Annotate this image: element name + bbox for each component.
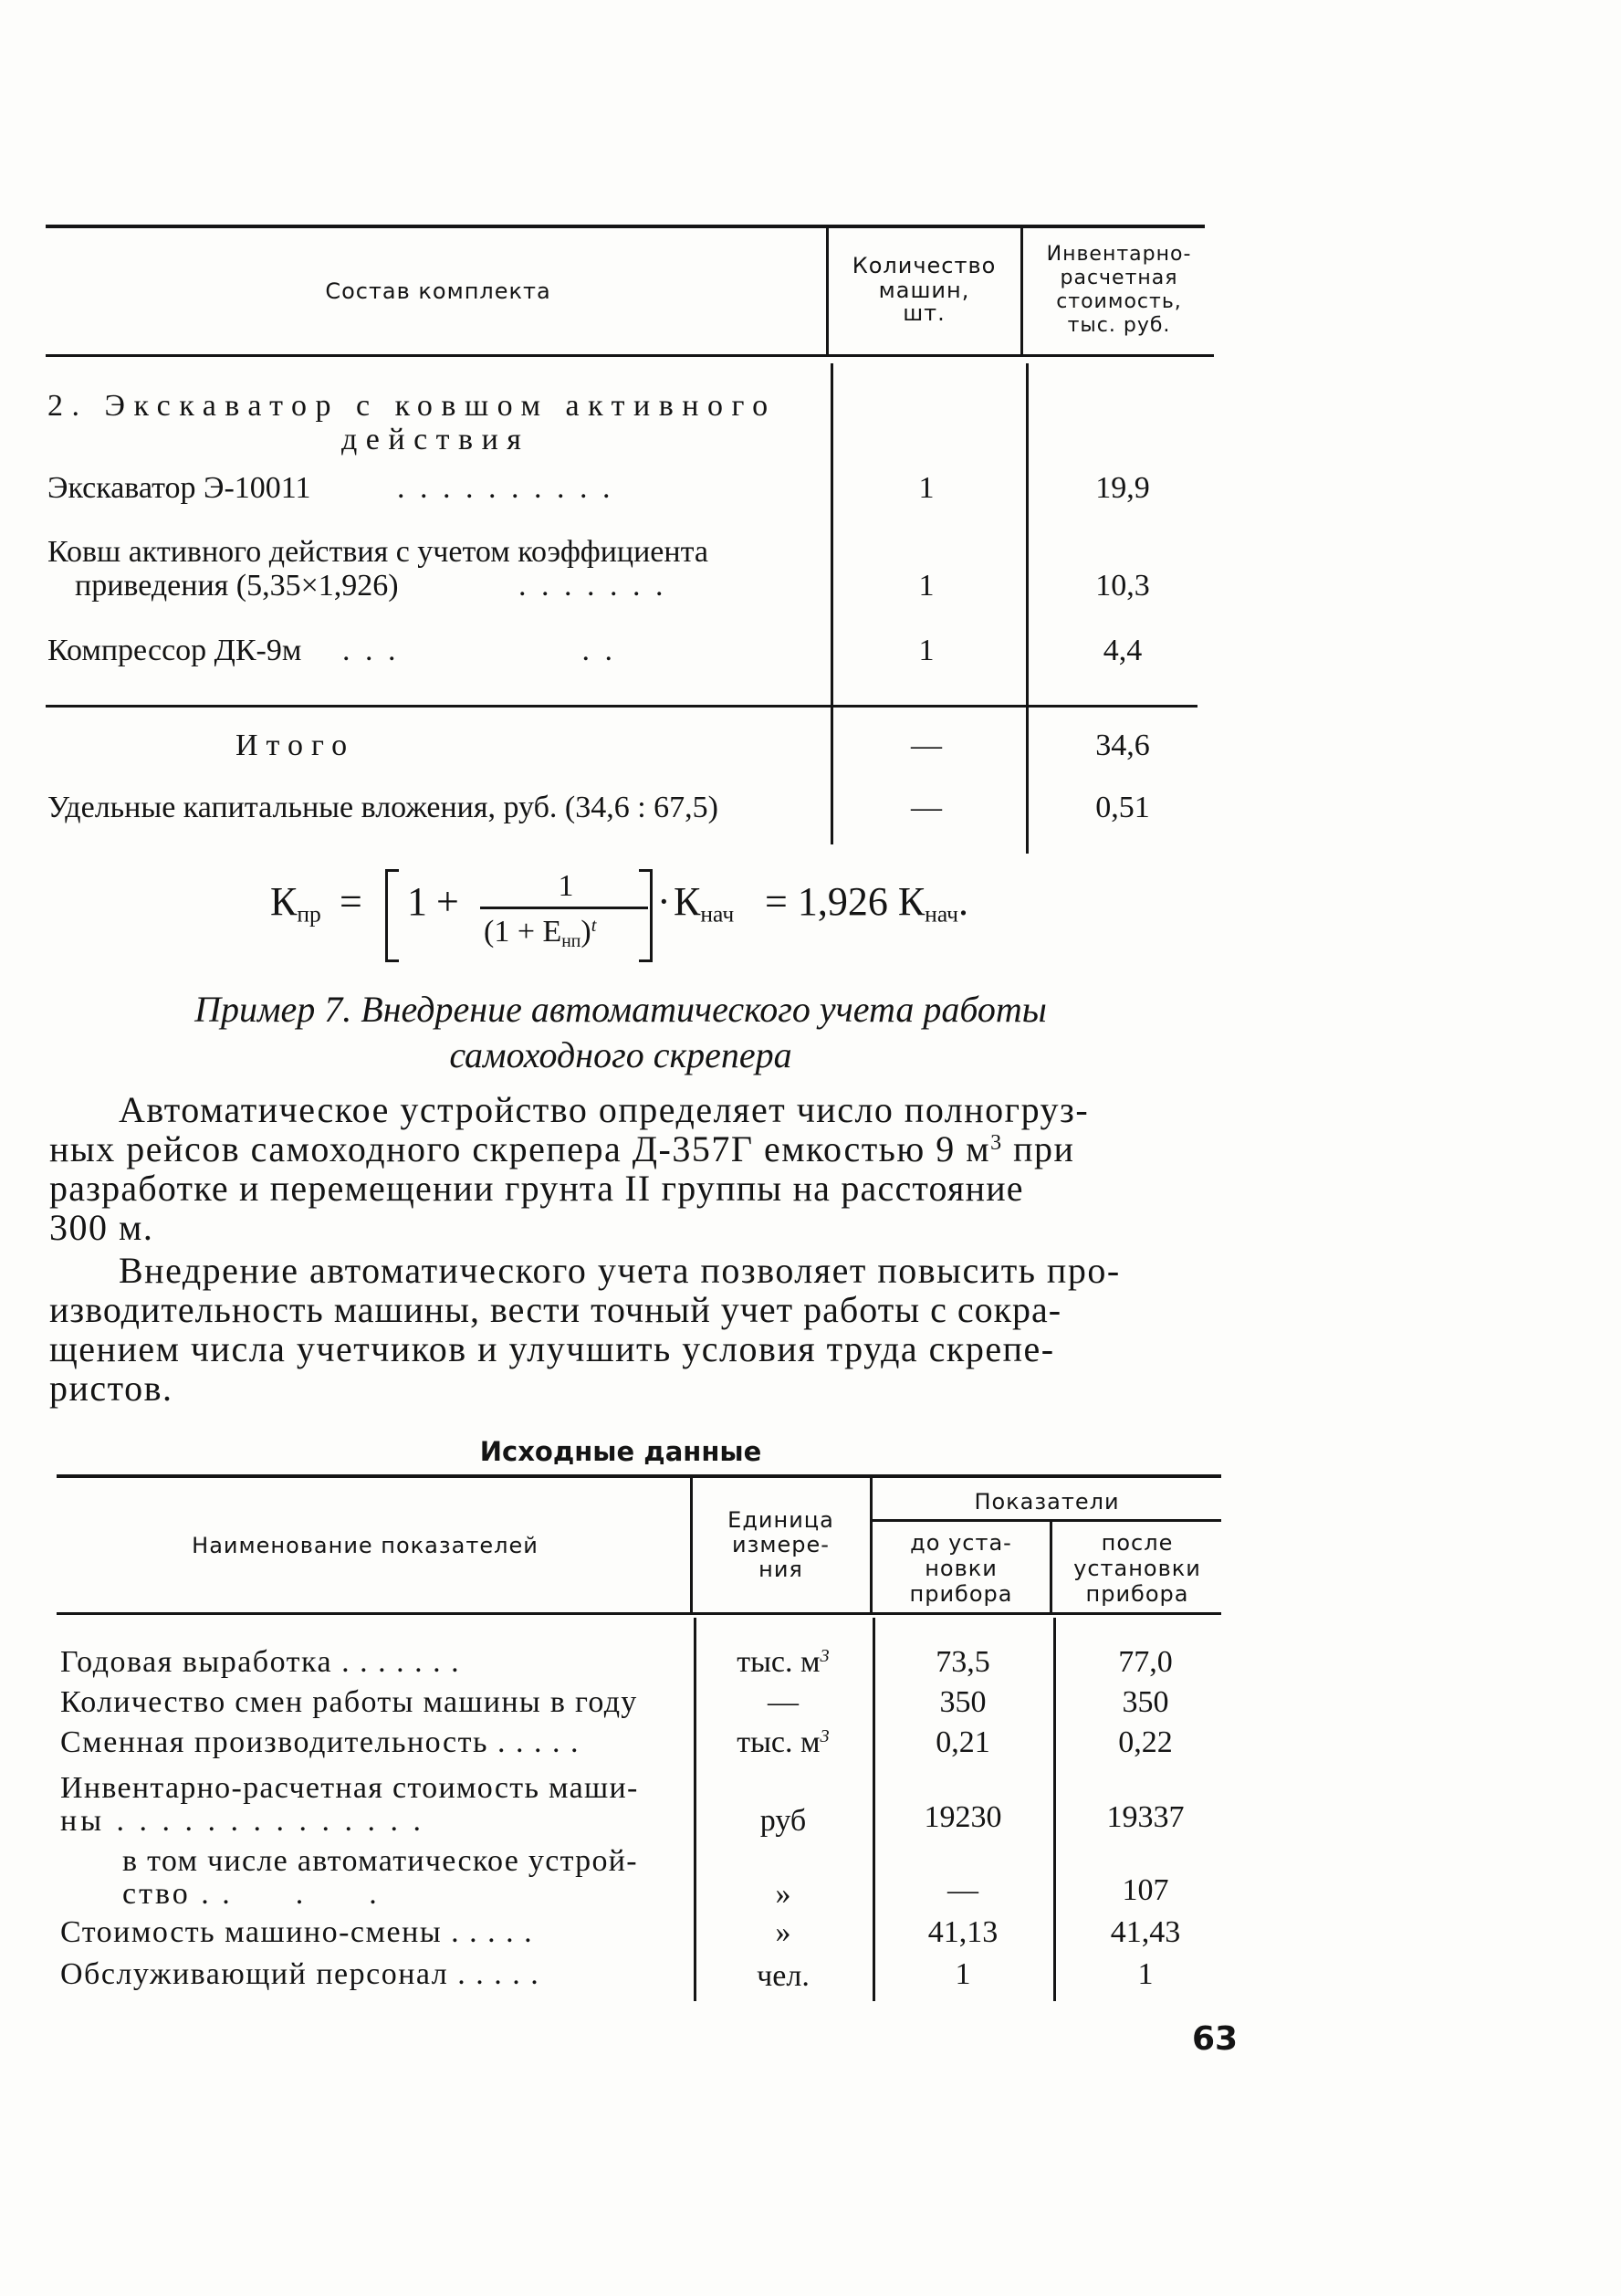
table-1-row-cost: 19,9 xyxy=(1095,471,1150,505)
table-1-row-name: Ковш активного действия с учетом коэффициента xyxy=(47,535,708,569)
table-2-row-label: Количество смен работы машины в году xyxy=(60,1685,638,1719)
table-2-row-unit: — xyxy=(768,1685,799,1719)
table-2-row-before: — xyxy=(947,1873,978,1907)
table-2-row-after: 77,0 xyxy=(1118,1645,1173,1679)
page-number: 63 xyxy=(1192,2020,1239,2058)
table-1-body-divider-2 xyxy=(1026,363,1029,705)
table-2-row-before: 1 xyxy=(955,1957,971,1991)
table-2-row-label: Обслуживающий персонал . . . . . xyxy=(60,1957,540,1991)
formula-one: 1 xyxy=(407,879,427,924)
total-count: — xyxy=(911,729,942,762)
table-2-row-after: 41,43 xyxy=(1110,1915,1181,1949)
table-2-row-unit: » xyxy=(775,1877,791,1911)
table-2-row-after: 19337 xyxy=(1106,1800,1185,1834)
section-title: 2. Экскаватор с ковшом активного xyxy=(47,389,777,423)
table-1-header-rule xyxy=(46,354,1214,357)
table-2-row-label: Инвентарно-расчетная стоимость маши- xyxy=(60,1771,639,1805)
table-1-row-name: Экскаватор Э-10011 xyxy=(47,471,311,505)
specific-investment-label: Удельные капитальные вложения, руб. (34,6 : 67,5) xyxy=(47,791,718,824)
formula-k-initial: $К_{нач}$ xyxy=(674,879,735,928)
table-2-row-unit: » xyxy=(775,1915,791,1949)
paragraph-1-line: Автоматическое устройство определяет число полногруз- xyxy=(119,1089,1090,1130)
specific-investment-count: — xyxy=(911,791,942,824)
paragraph-1-line: разработке и перемещении грунта II группы на расстояние xyxy=(49,1168,1024,1209)
table-2-row-before: 19230 xyxy=(924,1800,1002,1834)
table-1-total-divider-1 xyxy=(831,708,833,844)
table-2-row-after: 0,22 xyxy=(1118,1725,1173,1759)
paragraph-2-line: щением числа учетчиков и улучшить условия труда скрепе- xyxy=(49,1328,1055,1369)
table-1-row-dots: . . . . . xyxy=(342,634,616,667)
table-1-header-count: Количество машин, шт. xyxy=(852,253,997,326)
table-2-row-unit: руб xyxy=(759,1804,807,1838)
table-2-row-before: 350 xyxy=(939,1685,987,1719)
table-2-row-label: в том числе автоматическое устрой- xyxy=(122,1844,638,1878)
table-1-row-dots: . . . . . . . . . . xyxy=(397,471,614,505)
table-2-row-label: Стоимость машино-смены . . . . . xyxy=(60,1915,534,1949)
right-bracket xyxy=(639,869,653,962)
table-2-row-after: 350 xyxy=(1122,1685,1169,1719)
table-2-row-label-cont: ство . . . . xyxy=(122,1877,380,1911)
table-1-row-count: 1 xyxy=(918,634,935,667)
formula-result: = 1,926 $К_{нач}$. xyxy=(765,879,968,928)
table-2-row-before: 73,5 xyxy=(936,1645,990,1679)
table-1-row-name: Компрессор ДК-9м xyxy=(47,634,302,667)
fraction-bar xyxy=(480,907,648,909)
table-2-header-unit: Единица измере- ния xyxy=(727,1507,834,1582)
table-2-header-rule xyxy=(57,1612,1221,1615)
table-1-row-cost: 10,3 xyxy=(1095,569,1150,603)
table-2-body-divider-3 xyxy=(1053,1618,1056,2001)
example-title-line-2: самоходного скрепера xyxy=(449,1034,792,1075)
table-2-row-before: 41,13 xyxy=(927,1915,999,1949)
table-2-row-unit: тыс. $м^3$ xyxy=(737,1645,830,1679)
left-bracket xyxy=(385,869,399,962)
formula-equals: = xyxy=(340,879,362,924)
table-2-row-label-cont: ны . . . . . . . . . . . . . . xyxy=(60,1804,425,1838)
table-1-top-rule xyxy=(46,225,1205,228)
table-2-header-indicators: Показатели xyxy=(974,1489,1120,1515)
indicators-rule xyxy=(873,1519,1221,1522)
table-2-row-unit: чел. xyxy=(757,1959,810,1993)
table-2-caption: Исходные данные xyxy=(479,1436,762,1467)
paragraph-2-line: Внедрение автоматического учета позволяет повысить про- xyxy=(119,1250,1121,1291)
example-title-line-1: Пример 7. Внедрение автоматического учета работы xyxy=(194,989,1047,1030)
paragraph-2-line: ристов. xyxy=(49,1368,173,1409)
table-2-row-label: Годовая выработка . . . . . . . xyxy=(60,1645,461,1679)
table-2-row-after: 1 xyxy=(1137,1957,1154,1991)
table-2-header-before: до уста- новки прибора xyxy=(909,1530,1013,1607)
table-1-header-cost: Инвентарно- расчетная стоимость, тыс. руб. xyxy=(1046,243,1192,337)
table-1-row-cost: 4,4 xyxy=(1103,634,1143,667)
table-2-row-after: 107 xyxy=(1122,1873,1169,1907)
section-title-cont: действия xyxy=(341,423,530,456)
table-1-header-divider-2 xyxy=(1020,228,1023,354)
table-2-header-name: Наименование показателей xyxy=(192,1533,539,1558)
formula-numerator: 1 xyxy=(558,869,574,903)
table-1-row-count: 1 xyxy=(918,471,935,505)
table-2-row-label: Сменная производительность . . . . . xyxy=(60,1725,580,1759)
indicators-divider xyxy=(1050,1522,1052,1613)
specific-investment-cost: 0,51 xyxy=(1095,791,1150,824)
table-1-header-divider-1 xyxy=(826,228,829,354)
paragraph-1-line: 300 м. xyxy=(49,1207,154,1248)
paragraph-2-line: изводительность машины, вести точный учет работы с сокра- xyxy=(49,1289,1062,1330)
formula-lhs: $К_{пр}$ xyxy=(270,879,321,928)
table-2-row-unit: тыс. $м^3$ xyxy=(737,1725,830,1759)
formula-denominator: $(1 + Е_{нп})^t$ xyxy=(484,915,597,951)
table-2-row-before: 0,21 xyxy=(936,1725,990,1759)
table-1-row-count: 1 xyxy=(918,569,935,603)
table-2-header-after: после установки прибора xyxy=(1073,1530,1201,1607)
table-1-total-rule xyxy=(46,705,1197,708)
table-1-row-name-cont: приведения (5,35×1,926) xyxy=(75,569,399,603)
table-1-total-divider-2 xyxy=(1026,708,1029,854)
total-label: Итого xyxy=(235,729,356,762)
table-1-row-dots: . . . . . . . xyxy=(518,569,667,603)
formula-plus: + xyxy=(436,879,459,924)
table-2-top-rule xyxy=(57,1474,1221,1478)
paragraph-1-line: ных рейсов самоходного скрепера Д-357Г емкостью 9 $м^3$ при xyxy=(49,1128,1075,1169)
total-cost: 34,6 xyxy=(1095,729,1150,762)
table-1-header-composition: Состав комплекта xyxy=(325,278,551,304)
formula-dot: · xyxy=(657,879,671,924)
